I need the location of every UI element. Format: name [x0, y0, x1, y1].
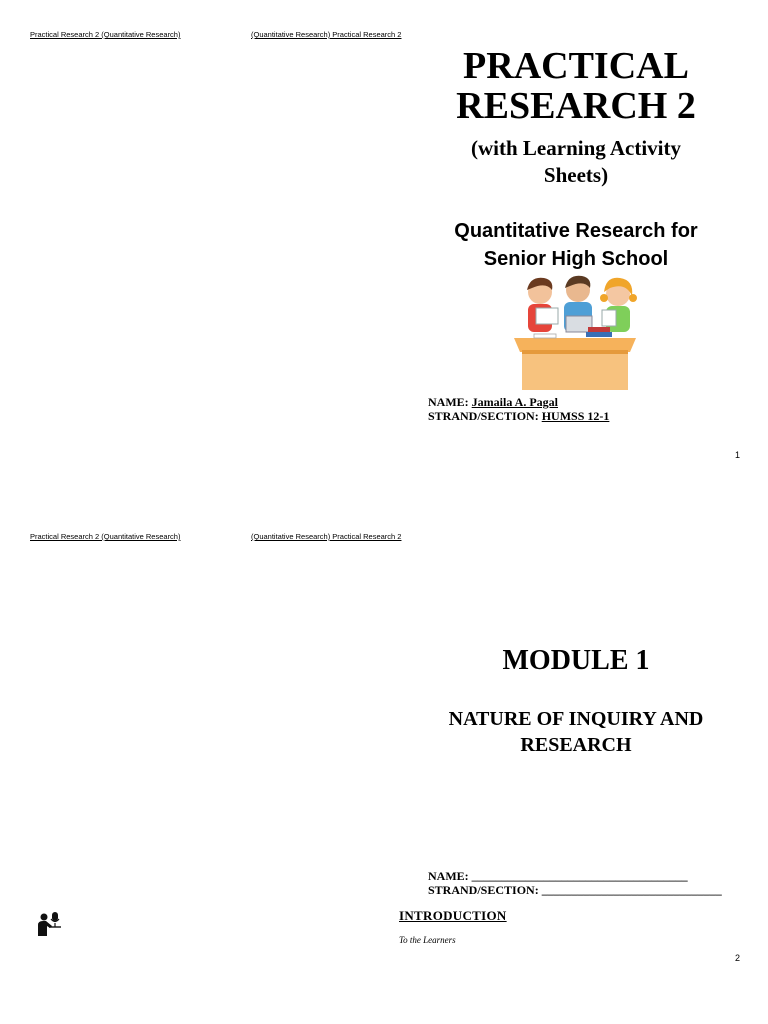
to-the-learners-text: To the Learners [399, 935, 456, 945]
header-left: Practical Research 2 (Quantitative Research) [30, 532, 181, 541]
subtitle-line-2: Sheets) [543, 163, 609, 187]
title-line-2: RESEARCH 2 [456, 85, 696, 127]
module-topic [428, 706, 724, 758]
header-right: (Quantitative Research) Practical Research 2 [251, 532, 402, 541]
teacher-presenter-icon [36, 910, 62, 936]
page-1 [0, 0, 768, 502]
name-row [428, 395, 609, 409]
name-label: NAME: [428, 869, 472, 883]
strand-label: STRAND/SECTION: [428, 883, 542, 897]
title-line-1: PRACTICAL [463, 45, 689, 87]
course-heading [428, 217, 724, 273]
name-blank: ____________________________________ [471, 869, 688, 883]
header-left: Practical Research 2 (Quantitative Research) [30, 30, 181, 39]
document-title [428, 46, 724, 126]
page-2 [0, 502, 768, 1004]
student-info [428, 395, 609, 423]
children-studying-illustration [512, 272, 638, 392]
strand-row [428, 883, 722, 897]
heading-line-2: Senior High School [483, 248, 669, 270]
topic-line-2: RESEARCH [520, 734, 632, 756]
name-label: NAME: [428, 395, 472, 409]
page-number: 2 [734, 953, 740, 963]
header-right: (Quantitative Research) Practical Research 2 [251, 30, 402, 39]
strand-value: HUMSS 12-1 [541, 409, 610, 423]
page-number: 1 [734, 450, 740, 460]
heading-line-1: Quantitative Research for [454, 220, 698, 242]
student-info [428, 869, 722, 897]
subtitle-line-1: (with Learning Activity [471, 136, 681, 160]
document-subtitle [428, 135, 724, 189]
module-title: MODULE 1 [502, 645, 650, 676]
strand-label: STRAND/SECTION: [428, 409, 542, 423]
introduction-heading: INTRODUCTION [399, 908, 507, 923]
name-row [428, 869, 722, 883]
strand-blank: ______________________________ [541, 883, 722, 897]
name-value: Jamaila A. Pagal [471, 395, 559, 409]
topic-line-1: NATURE OF INQUIRY AND [448, 708, 704, 730]
strand-row [428, 409, 609, 423]
